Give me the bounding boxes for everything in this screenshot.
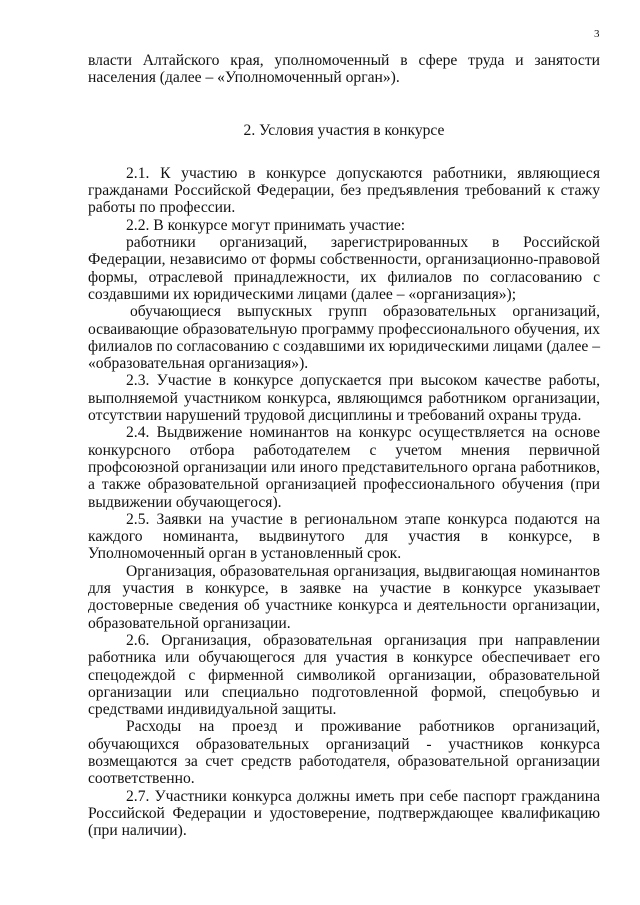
paragraph-2-6-expenses: Расходы на проезд и проживание работников организаций, обучающихся образовательных организаций - участников конкурса возмещаются за счет средств работодателя, образовательной организации соответственно.	[88, 718, 600, 788]
paragraph-2-4: 2.4. Выдвижение номинантов на конкурс осуществляется на основе конкурсного отбора работодателем с учетом мнения первичной профсоюзной организации или иного представительного органа работников, а также образовательной организацией профессионального обучения (при выдвижении обучающегося).	[88, 424, 600, 511]
section-heading: 2. Условия участия в конкурсе	[243, 121, 445, 139]
page-number: 3	[594, 28, 600, 40]
paragraph-2-2-students: обучающиеся выпускных групп образовательных организаций, осваивающие образовательную программу профессионального обучения, их филиалов по согласованию с создавшими их юридическими лицами (далее – «образовательная организация»).	[88, 303, 600, 373]
paragraph-2-3: 2.3. Участие в конкурсе допускается при высоком качестве работы, выполняемой участником конкурса, являющимся работником организации, отсутствии нарушений трудовой дисциплины и требований охраны труда.	[88, 372, 600, 425]
intro-continuation: власти Алтайского края, уполномоченный в сфере труда и занятости населения (далее – «Уполномоченный орган»).	[88, 52, 600, 87]
paragraph-2-2-workers: работники организаций, зарегистрированных в Российской Федерации, независимо от формы собственности, организационно-правовой формы, отраслевой принадлежности, их филиалов по согласованию с создавшими их юридическими лицами (далее – «организация»);	[88, 234, 600, 303]
paragraph-2-1: 2.1. К участию в конкурсе допускаются работники, являющиеся гражданами Российской Федерации, без предъявления требований к стажу работы по профессии.	[88, 164, 600, 217]
paragraph-2-5-organization: Организация, образовательная организация, выдвигающая номинантов для участия в конкурсе, в заявке на участие в конкурсе указывает достоверные сведения об участнике конкурса и деятельности организации, образовательной организации.	[88, 562, 600, 632]
document-body	[88, 52, 600, 839]
paragraph-2-2: 2.2. В конкурсе могут принимать участие:	[126, 216, 406, 234]
paragraph-2-7: 2.7. Участники конкурса должны иметь при себе паспорт гражданина Российской Федерации и удостоверение, подтверждающее квалификацию (при наличии).	[88, 787, 600, 840]
paragraph-2-6: 2.6. Организация, образовательная организация при направлении работника или обучающегося для участия в конкурсе обеспечивает его спецодеждой с фирменной символикой организации, образовательной организации или специально подготовленной формой, спецобувью и средствами индивидуальной защиты.	[88, 631, 600, 719]
paragraph-2-5: 2.5. Заявки на участие в региональном этапе конкурса подаются на каждого номинанта, выдвинутого для участия в конкурсе, в Уполномоченный орган в установленный срок.	[88, 510, 600, 563]
